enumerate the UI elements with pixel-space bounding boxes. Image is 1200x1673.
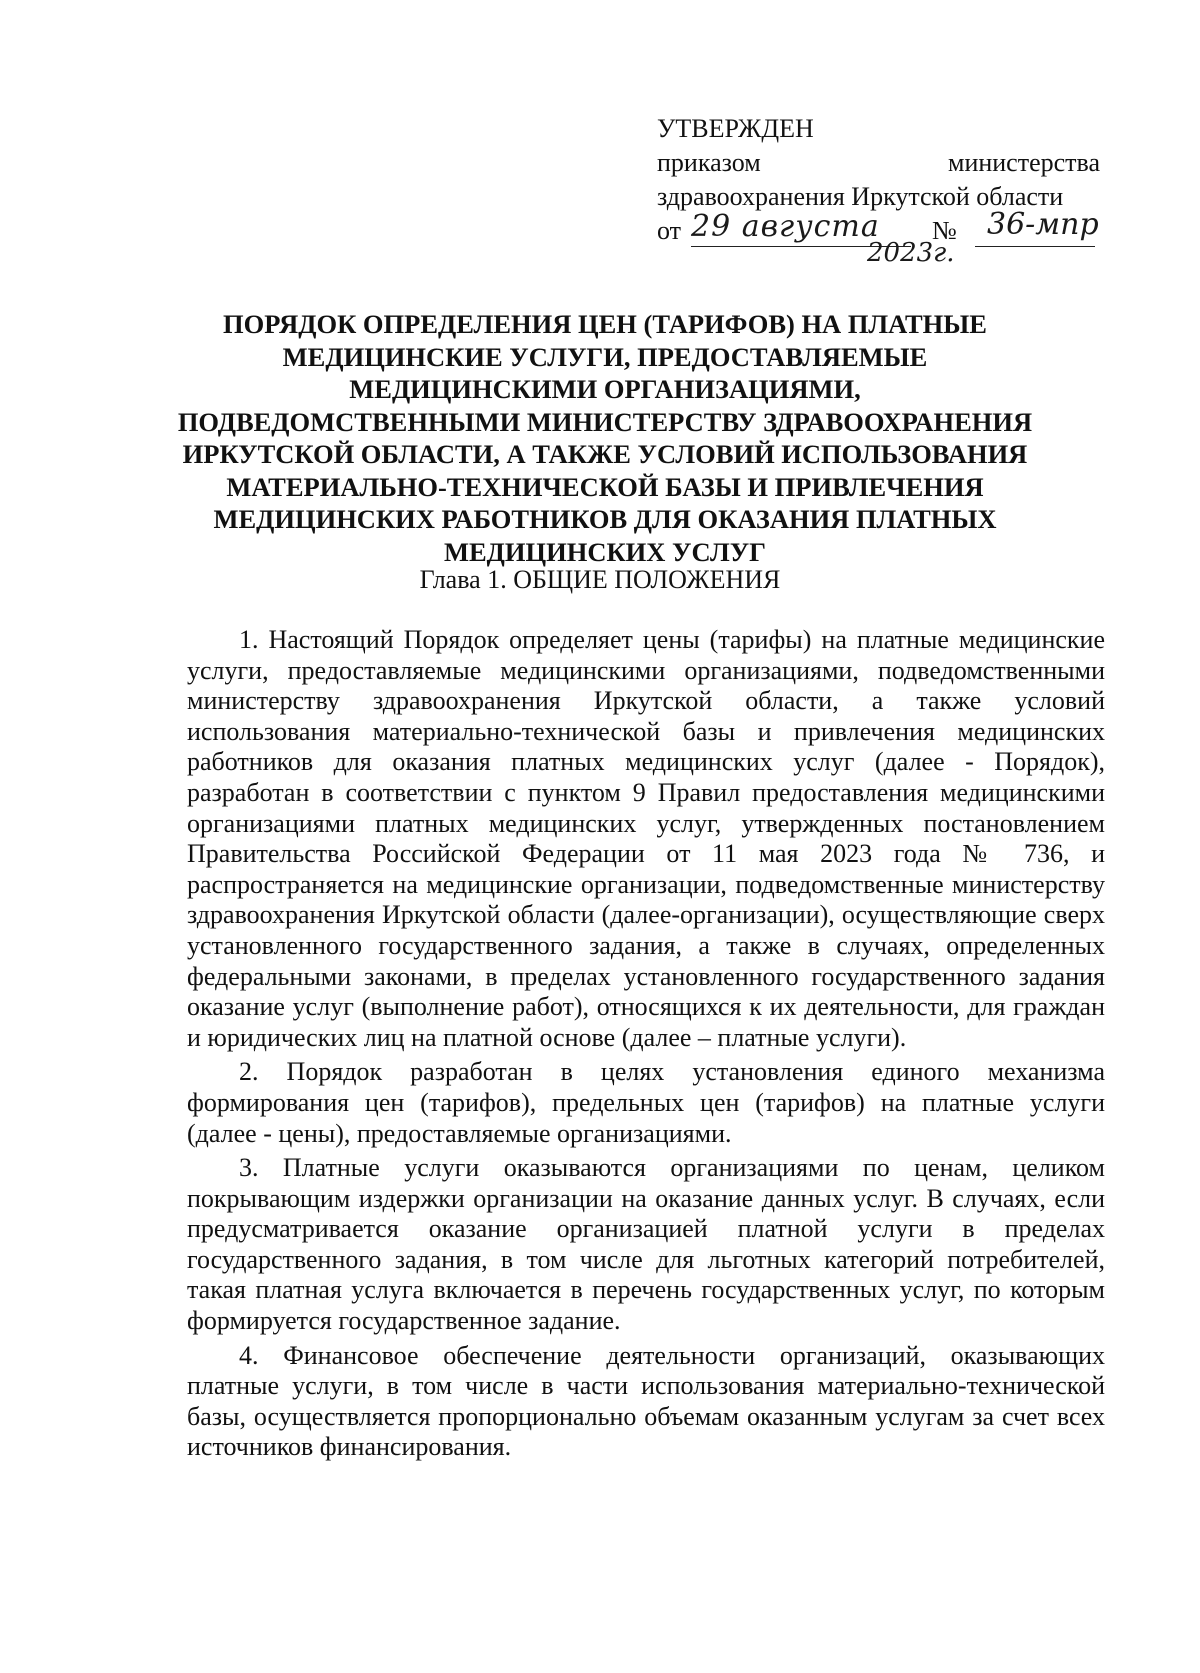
approval-ministry-word: министерства [947,148,1100,177]
handwritten-date: 29 августа [691,209,880,244]
paragraph-3: 3. Платные услуги оказываются организациями по ценам, целиком покрывающим издержки организации на оказание данных услуг. В случаях, если предусматривается оказание организацией платной услуги в пределах государственного задания, в том числе для льготных категорий потребителей, такая платная услуга включается в перечень государственных услуг, по которым формируется государственное задание. [187,1153,1105,1336]
approval-ministry-name: здравоохранения Иркутской области [657,182,1064,211]
date-label: от [657,216,682,245]
approval-order-line [657,146,1100,180]
number-label: № [932,216,957,245]
approval-date-number-line [657,207,1100,268]
chapter-heading: Глава 1. ОБЩИЕ ПОЛОЖЕНИЯ [419,565,781,594]
approval-heading: УТВЕРЖДЕН [657,114,814,143]
paragraph-4: 4. Финансовое обеспечение деятельности организаций, оказывающих платные услуги, в том числе в части использования материально-технической базы, осуществляется пропорционально объемам оказанным услугам за счет всех источников финансирования. [187,1340,1105,1462]
handwritten-number: 36-мпр [987,207,1099,242]
handwritten-year: 2023г. [867,238,955,268]
paragraph-2: 2. Порядок разработан в целях установления единого механизма формирования цен (тарифов), предельных цен (тарифов) на платные услуги (далее - цены), предоставляемые организациями. [187,1057,1105,1148]
document-title: ПОРЯДОК ОПРЕДЕЛЕНИЯ ЦЕН (ТАРИФОВ) НА ПЛАТНЫЕ МЕДИЦИНСКИЕ УСЛУГИ, ПРЕДОСТАВЛЯЕМЫЕ МЕДИЦИНСКИМИ ОРГАНИЗАЦИЯМИ, ПОДВЕДОМСТВЕННЫМИ МИНИСТЕРСТВУ ЗДРАВООХРАНЕНИЯ ИРКУТСКОЙ ОБЛАСТИ, А ТАКЖЕ УСЛОВИЙ ИСПОЛЬЗОВАНИЯ МАТЕРИАЛЬНО-ТЕХНИЧЕСКОЙ БАЗЫ И ПРИВЛЕЧЕНИЯ МЕДИЦИНСКИХ РАБОТНИКОВ ДЛЯ ОКАЗАНИЯ ПЛАТНЫХ МЕДИЦИНСКИХ УСЛУГ [177,309,1033,567]
approval-order-word: приказом [657,148,761,177]
approval-stamp [657,112,1100,268]
document-body [187,625,1105,1467]
paragraph-1: 1. Настоящий Порядок определяет цены (тарифы) на платные медицинские услуги, предоставляемые медицинскими организациями, подведомственными министерству здравоохранения Иркутской области, а также условий использования материально-технической базы и привлечения медицинских работников для оказания платных медицинских услуг (далее - Порядок), разработан в соответствии с пунктом 9 Правил предоставления медицинскими организациями платных медицинских услуг, утвержденных постановлением Правительства Российской Федерации от 11 мая 2023 года № 736, и распространяется на медицинские организации, подведомственные министерству здравоохранения Иркутской области (далее-организации), осуществляющие сверх установленного государственного задания, а также в случаях, определенных федеральными законами, в пределах установленного государственного задания оказание услуг (выполнение работ), относящихся к их деятельности, для граждан и юридических лиц на платной основе (далее – платные услуги). [187,625,1105,1052]
number-underline [975,246,1095,247]
